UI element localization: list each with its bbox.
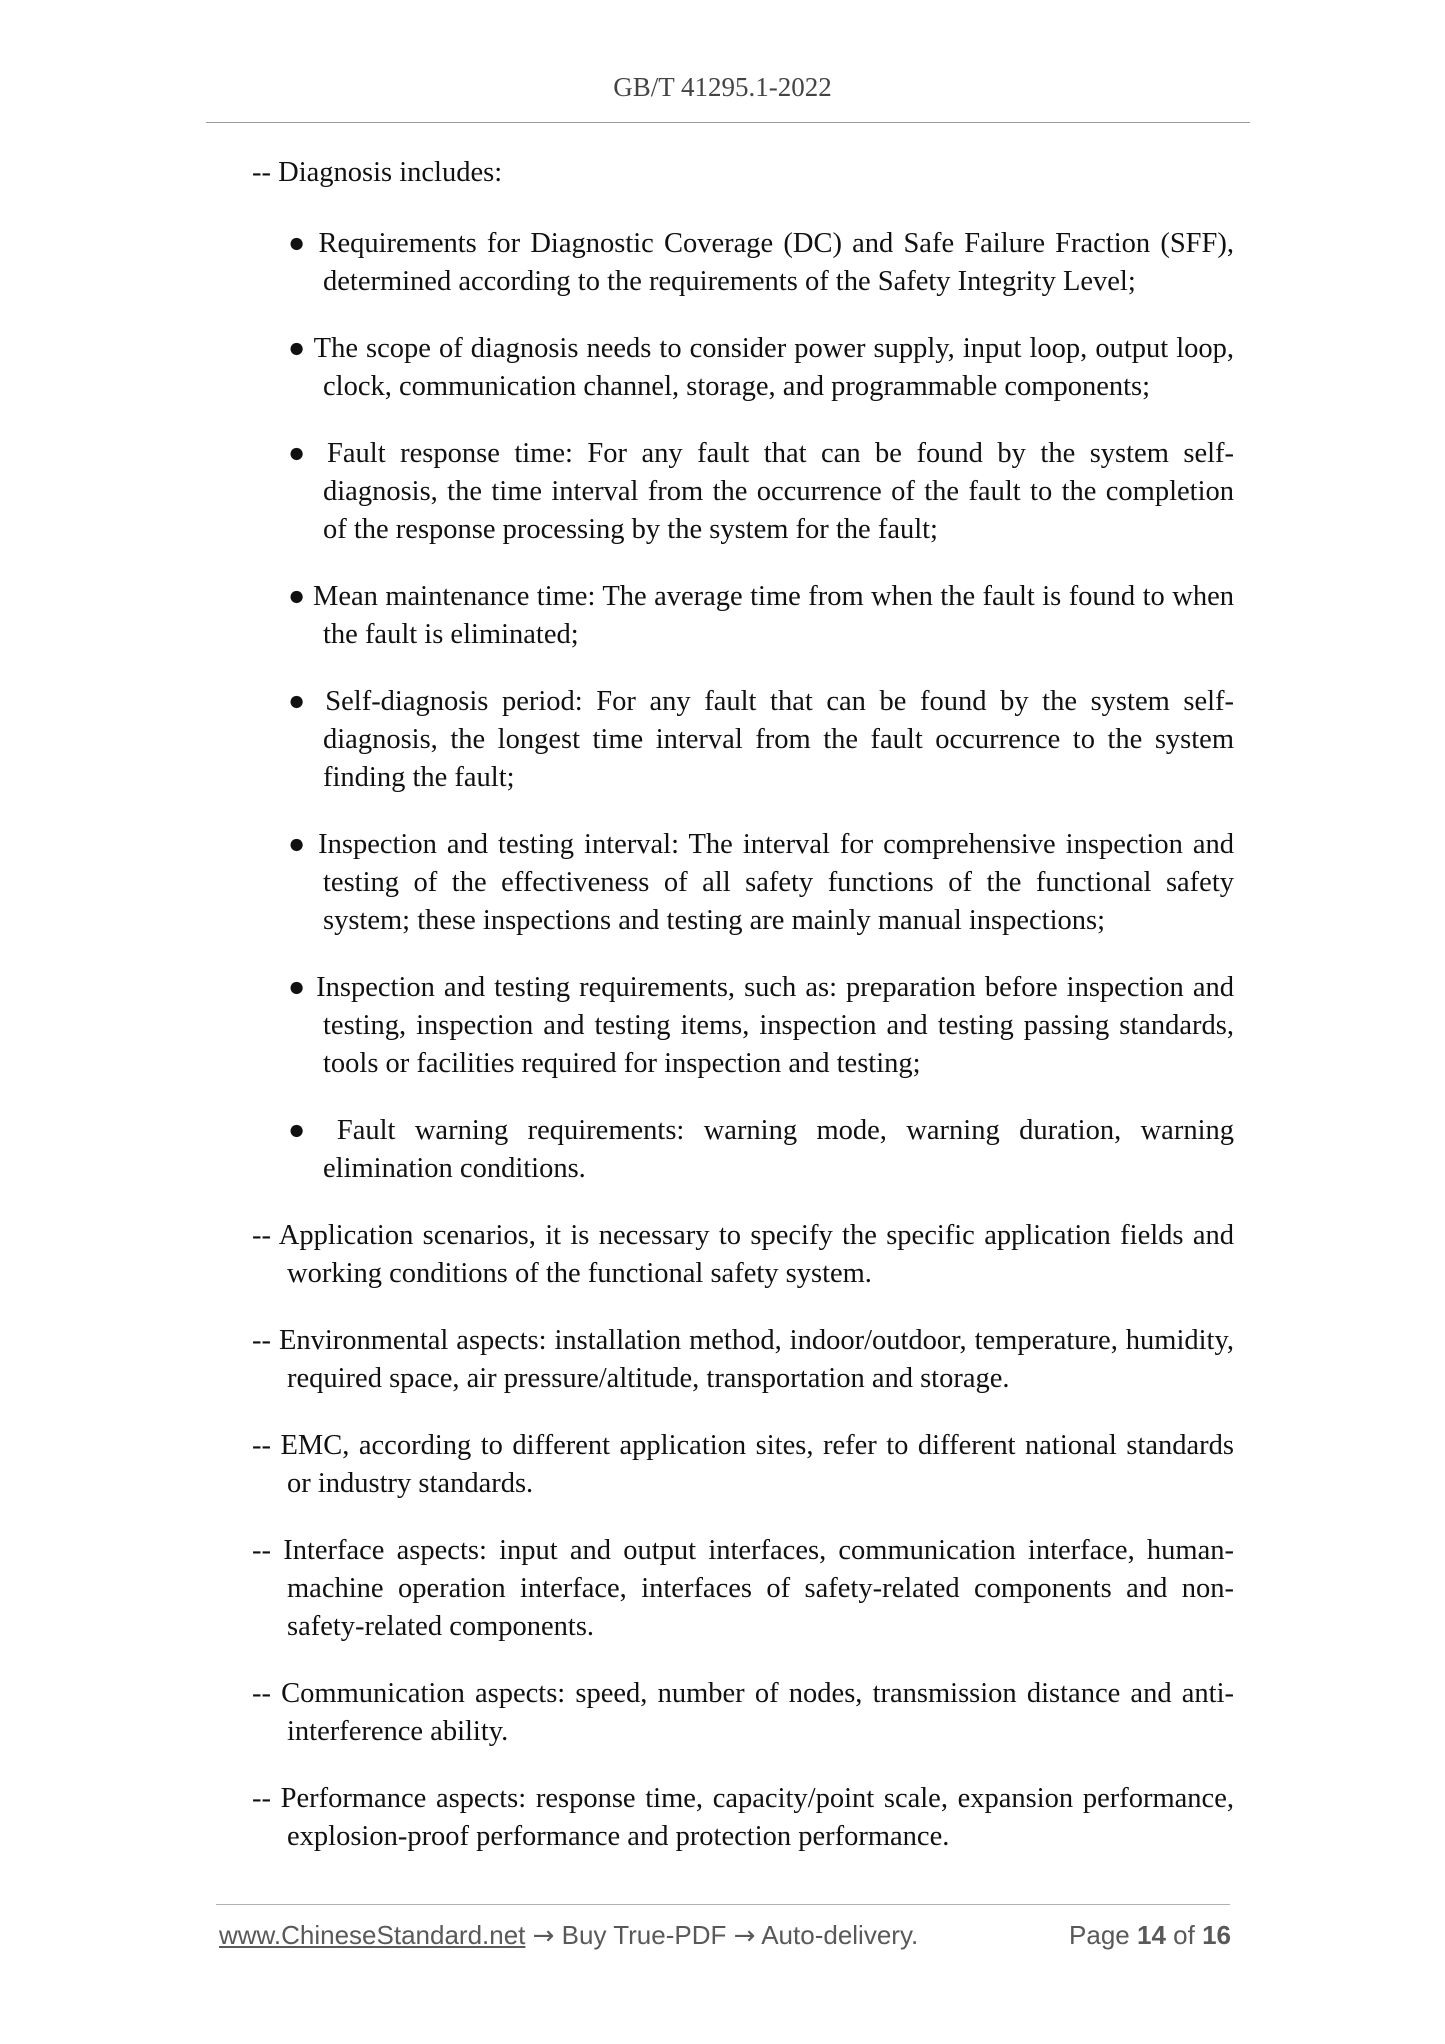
page-body (252, 154, 1234, 1885)
page-label: Page (1069, 1920, 1130, 1950)
bullet-item: ● Self-diagnosis period: For any fault that can be found by the system self-diagnosis, the longest time interval from the fault occurrence to the system finding the fault; (288, 686, 1234, 793)
bullet-item: ● Mean maintenance time: The average time from when the fault is found to when the fault is eliminated; (288, 581, 1234, 650)
page-footer (219, 1920, 1231, 1956)
total-pages-number: 16 (1202, 1920, 1231, 1950)
list-item: -- Application scenarios, it is necessary to specify the specific application fields and working conditions of the functional safety system. (252, 1220, 1234, 1289)
bullet-item: ● Inspection and testing interval: The interval for comprehensive inspection and testing of the effectiveness of all safety functions of the functional safety system; these inspections and testing are mainly manual inspections; (288, 829, 1234, 936)
diagnosis-intro: -- Diagnosis includes: (252, 157, 503, 188)
current-page-number: 14 (1137, 1920, 1166, 1950)
arrow-right-icon: → (733, 1921, 756, 1951)
bullet-item: ● The scope of diagnosis needs to consider power supply, input loop, output loop, clock, communication channel, storage, and programmable components; (288, 333, 1234, 402)
list-item: -- Communication aspects: speed, number of nodes, transmission distance and anti-interference ability. (252, 1678, 1234, 1747)
footer-divider (216, 1904, 1230, 1905)
bullet-item: ● Requirements for Diagnostic Coverage (DC) and Safe Failure Fraction (SFF), determined according to the requirements of the Safety Integrity Level; (288, 228, 1234, 297)
list-item: -- Environmental aspects: installation method, indoor/outdoor, temperature, humidity, required space, air pressure/altitude, transportation and storage. (252, 1325, 1234, 1394)
list-item: -- Performance aspects: response time, capacity/point scale, expansion performance, explosion-proof performance and protection performance. (252, 1783, 1234, 1852)
bullet-item: ● Fault response time: For any fault that can be found by the system self-diagnosis, the time interval from the occurrence of the fault to the completion of the response processing by the system for the fault; (288, 438, 1234, 545)
bullet-item: ● Inspection and testing requirements, such as: preparation before inspection and testing, inspection and testing items, inspection and testing passing standards, tools or facilities required for inspection and testing; (288, 972, 1234, 1079)
arrow-right-icon: → (532, 1921, 555, 1951)
buy-text: Buy True-PDF (561, 1920, 727, 1950)
document-code-header: GB/T 41295.1-2022 (613, 72, 832, 102)
website-link[interactable]: www.ChineseStandard.net (219, 1920, 526, 1950)
page-indicator (1069, 1920, 1231, 1951)
bullet-item: ● Fault warning requirements: warning mode, warning duration, warning elimination conditions. (288, 1115, 1234, 1184)
delivery-text: Auto-delivery. (761, 1920, 919, 1950)
footer-promo (219, 1920, 918, 1951)
list-item: -- EMC, according to different application sites, refer to different national standards or industry standards. (252, 1430, 1234, 1499)
header-divider (206, 122, 1250, 123)
list-item: -- Interface aspects: input and output interfaces, communication interface, human-machine operation interface, interfaces of safety-related components and non-safety-related components. (252, 1535, 1234, 1642)
of-label: of (1173, 1920, 1195, 1950)
